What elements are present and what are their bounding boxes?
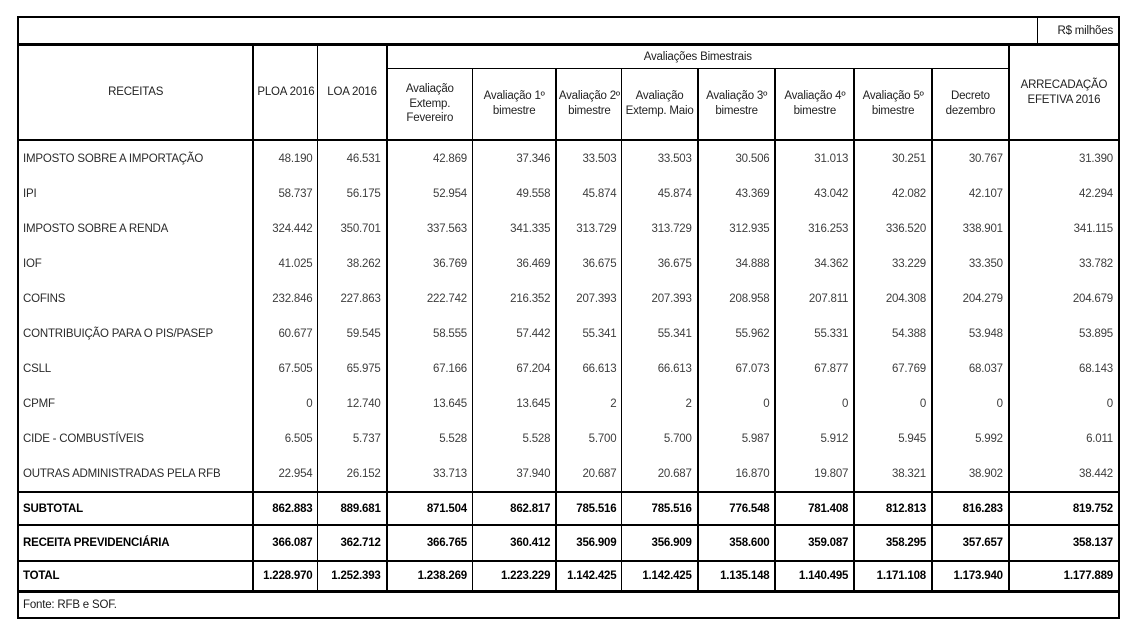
row-label: COFINS: [23, 292, 66, 305]
value-cell: 816.283: [932, 492, 1009, 525]
value-cell: 336.520: [854, 211, 932, 246]
value-cell: 67.505: [253, 351, 318, 386]
value-cell: 204.279: [932, 281, 1009, 316]
value-cell: 1.177.889: [1009, 561, 1118, 592]
value-cell: 312.935: [698, 211, 776, 246]
value-cell: 862.817: [472, 492, 556, 525]
value-cell: 68.037: [932, 351, 1009, 386]
value-cell: 2: [556, 386, 622, 421]
value-cell: 227.863: [318, 281, 387, 316]
value-cell: 862.883: [253, 492, 318, 525]
value-cell: 356.909: [556, 525, 622, 561]
table-header: [19, 45, 1118, 141]
table-body: [19, 140, 1118, 592]
value-cell: 49.558: [472, 176, 556, 211]
value-cell: 22.954: [253, 456, 318, 492]
value-cell: 43.042: [775, 176, 854, 211]
table-row: [19, 351, 1118, 386]
value-cell: 338.901: [932, 211, 1009, 246]
value-cell: 26.152: [318, 456, 387, 492]
value-cell: 31.013: [775, 140, 854, 176]
value-cell: 67.073: [698, 351, 776, 386]
value-cell: 65.975: [318, 351, 387, 386]
value-cell: 42.294: [1009, 176, 1118, 211]
table-row: [19, 281, 1118, 316]
value-cell: 5.528: [472, 421, 556, 456]
table-row: [19, 421, 1118, 456]
value-cell: 42.869: [387, 140, 473, 176]
column-header-4-bimestre: Avaliação 4º bimestre: [775, 69, 854, 141]
row-label: IPI: [23, 187, 37, 200]
receita-previdenciaria-row: [19, 525, 1118, 561]
value-cell: 68.143: [1009, 351, 1118, 386]
column-header-ploa: PLOA 2016: [253, 45, 318, 141]
value-cell: 785.516: [622, 492, 698, 525]
column-header-2-bimestre: Avaliação 2º bimestre: [556, 69, 622, 141]
value-cell: 53.948: [932, 316, 1009, 351]
value-cell: 232.846: [253, 281, 318, 316]
value-cell: 19.807: [775, 456, 854, 492]
value-cell: 12.740: [318, 386, 387, 421]
value-cell: 67.769: [854, 351, 932, 386]
value-cell: 1.140.495: [775, 561, 854, 592]
value-cell: 38.902: [932, 456, 1009, 492]
unit-label: R$ milhões: [1037, 18, 1118, 43]
subtotal-row: [19, 492, 1118, 525]
value-cell: 341.335: [472, 211, 556, 246]
column-header-arrecadacao: ARRECADAÇÃO EFETIVA 2016: [1009, 45, 1118, 141]
value-cell: 5.987: [698, 421, 776, 456]
value-cell: 204.679: [1009, 281, 1118, 316]
value-cell: 58.555: [387, 316, 473, 351]
value-cell: 33.782: [1009, 246, 1118, 281]
value-cell: 781.408: [775, 492, 854, 525]
value-cell: 819.752: [1009, 492, 1118, 525]
value-cell: 207.811: [775, 281, 854, 316]
value-cell: 66.613: [622, 351, 698, 386]
unit-row: [19, 18, 1118, 43]
value-cell: 1.223.229: [472, 561, 556, 592]
value-cell: 0: [932, 386, 1009, 421]
value-cell: 30.506: [698, 140, 776, 176]
value-cell: 204.308: [854, 281, 932, 316]
value-cell: 34.888: [698, 246, 776, 281]
row-label: TOTAL: [23, 570, 60, 582]
value-cell: 207.393: [622, 281, 698, 316]
value-cell: 359.087: [775, 525, 854, 561]
value-cell: 5.992: [932, 421, 1009, 456]
value-cell: 37.940: [472, 456, 556, 492]
value-cell: 313.729: [622, 211, 698, 246]
value-cell: 33.229: [854, 246, 932, 281]
value-cell: 38.262: [318, 246, 387, 281]
value-cell: 54.388: [854, 316, 932, 351]
value-cell: 38.321: [854, 456, 932, 492]
value-cell: 2: [622, 386, 698, 421]
value-cell: 34.362: [775, 246, 854, 281]
row-label: IOF: [23, 257, 42, 270]
value-cell: 33.350: [932, 246, 1009, 281]
total-row: [19, 561, 1118, 592]
value-cell: 341.115: [1009, 211, 1118, 246]
value-cell: 350.701: [318, 211, 387, 246]
value-cell: 785.516: [556, 492, 622, 525]
value-cell: 1.142.425: [622, 561, 698, 592]
value-cell: 55.341: [622, 316, 698, 351]
column-header-extemp-fevereiro: Avaliação Extemp. Fevereiro: [387, 69, 473, 141]
table-row: [19, 386, 1118, 421]
value-cell: 1.238.269: [387, 561, 473, 592]
value-cell: 13.645: [472, 386, 556, 421]
value-cell: 1.252.393: [318, 561, 387, 592]
value-cell: 356.909: [622, 525, 698, 561]
value-cell: 5.945: [854, 421, 932, 456]
value-cell: 33.713: [387, 456, 473, 492]
row-label: RECEITA PREVIDENCIÁRIA: [19, 525, 253, 561]
value-cell: 67.877: [775, 351, 854, 386]
column-header-extemp-maio: Avaliação Extemp. Maio: [622, 69, 698, 141]
value-cell: 58.737: [253, 176, 318, 211]
value-cell: 53.895: [1009, 316, 1118, 351]
value-cell: 33.503: [622, 140, 698, 176]
value-cell: 57.442: [472, 316, 556, 351]
value-cell: 0: [775, 386, 854, 421]
header-group-row: [19, 45, 1118, 69]
value-cell: 60.677: [253, 316, 318, 351]
row-label: IMPOSTO SOBRE A IMPORTAÇÃO: [23, 152, 204, 165]
value-cell: 55.341: [556, 316, 622, 351]
row-label: IMPOSTO SOBRE A RENDA: [23, 222, 169, 235]
column-header-decreto: Decreto dezembro: [932, 69, 1009, 141]
value-cell: 871.504: [387, 492, 473, 525]
value-cell: 6.505: [253, 421, 318, 456]
value-cell: 358.295: [854, 525, 932, 561]
value-cell: 0: [698, 386, 776, 421]
column-header-5-bimestre: Avaliação 5º bimestre: [854, 69, 932, 141]
value-cell: 776.548: [698, 492, 776, 525]
revenue-table-sheet: [17, 16, 1120, 619]
value-cell: 5.700: [556, 421, 622, 456]
value-cell: 812.813: [854, 492, 932, 525]
value-cell: 42.107: [932, 176, 1009, 211]
row-label: OUTRAS ADMINISTRADAS PELA RFB: [23, 467, 221, 480]
value-cell: 30.251: [854, 140, 932, 176]
value-cell: 5.912: [775, 421, 854, 456]
value-cell: 208.958: [698, 281, 776, 316]
table-row: [19, 211, 1118, 246]
value-cell: 31.390: [1009, 140, 1118, 176]
value-cell: 222.742: [387, 281, 473, 316]
value-cell: 56.175: [318, 176, 387, 211]
value-cell: 0: [854, 386, 932, 421]
value-cell: 43.369: [698, 176, 776, 211]
row-label: CSLL: [23, 362, 51, 375]
value-cell: 324.442: [253, 211, 318, 246]
column-header-loa: LOA 2016: [318, 45, 387, 141]
value-cell: 358.600: [698, 525, 776, 561]
value-cell: 316.253: [775, 211, 854, 246]
value-cell: 5.700: [622, 421, 698, 456]
value-cell: 67.204: [472, 351, 556, 386]
value-cell: 36.675: [622, 246, 698, 281]
value-cell: 41.025: [253, 246, 318, 281]
value-cell: 1.142.425: [556, 561, 622, 592]
value-cell: 55.331: [775, 316, 854, 351]
value-cell: 16.870: [698, 456, 776, 492]
column-header-1-bimestre: Avaliação 1º bimestre: [472, 69, 556, 141]
value-cell: 5.528: [387, 421, 473, 456]
value-cell: 45.874: [556, 176, 622, 211]
row-label: SUBTOTAL: [19, 492, 253, 525]
value-cell: 358.137: [1009, 525, 1118, 561]
value-cell: 0: [253, 386, 318, 421]
value-cell: 38.442: [1009, 456, 1118, 492]
value-cell: 366.765: [387, 525, 473, 561]
table-row: [19, 316, 1118, 351]
value-cell: 36.769: [387, 246, 473, 281]
table-row: [19, 456, 1118, 492]
value-cell: 45.874: [622, 176, 698, 211]
value-cell: 20.687: [556, 456, 622, 492]
value-cell: 362.712: [318, 525, 387, 561]
value-cell: 20.687: [622, 456, 698, 492]
table-row: [19, 176, 1118, 211]
value-cell: 36.469: [472, 246, 556, 281]
row-label: CPMF: [23, 397, 55, 410]
value-cell: 337.563: [387, 211, 473, 246]
value-cell: 207.393: [556, 281, 622, 316]
revenue-table: [19, 43, 1118, 593]
table-row: [19, 140, 1118, 176]
column-header-3-bimestre: Avaliação 3º bimestre: [698, 69, 776, 141]
value-cell: 360.412: [472, 525, 556, 561]
value-cell: 5.737: [318, 421, 387, 456]
group-header-avaliacoes: Avaliações Bimestrais: [387, 45, 1009, 69]
value-cell: 33.503: [556, 140, 622, 176]
value-cell: 36.675: [556, 246, 622, 281]
value-cell: 216.352: [472, 281, 556, 316]
value-cell: 0: [1009, 386, 1118, 421]
value-cell: 55.962: [698, 316, 776, 351]
value-cell: 66.613: [556, 351, 622, 386]
value-cell: 46.531: [318, 140, 387, 176]
value-cell: 1.171.108: [854, 561, 932, 592]
value-cell: 48.190: [253, 140, 318, 176]
value-cell: 59.545: [318, 316, 387, 351]
value-cell: 1.135.148: [698, 561, 776, 592]
value-cell: 13.645: [387, 386, 473, 421]
value-cell: 37.346: [472, 140, 556, 176]
value-cell: 889.681: [318, 492, 387, 525]
row-label: CONTRIBUIÇÃO PARA O PIS/PASEP: [23, 327, 213, 340]
value-cell: 357.657: [932, 525, 1009, 561]
value-cell: 313.729: [556, 211, 622, 246]
value-cell: 42.082: [854, 176, 932, 211]
value-cell: 52.954: [387, 176, 473, 211]
value-cell: 366.087: [253, 525, 318, 561]
receitas-header: RECEITAS: [108, 86, 164, 99]
value-cell: 6.011: [1009, 421, 1118, 456]
source-note: Fonte: RFB e SOF.: [23, 599, 117, 611]
table-row: [19, 246, 1118, 281]
value-cell: 1.173.940: [932, 561, 1009, 592]
value-cell: 1.228.970: [253, 561, 318, 592]
value-cell: 30.767: [932, 140, 1009, 176]
row-label: CIDE - COMBUSTÍVEIS: [23, 432, 144, 445]
value-cell: 67.166: [387, 351, 473, 386]
